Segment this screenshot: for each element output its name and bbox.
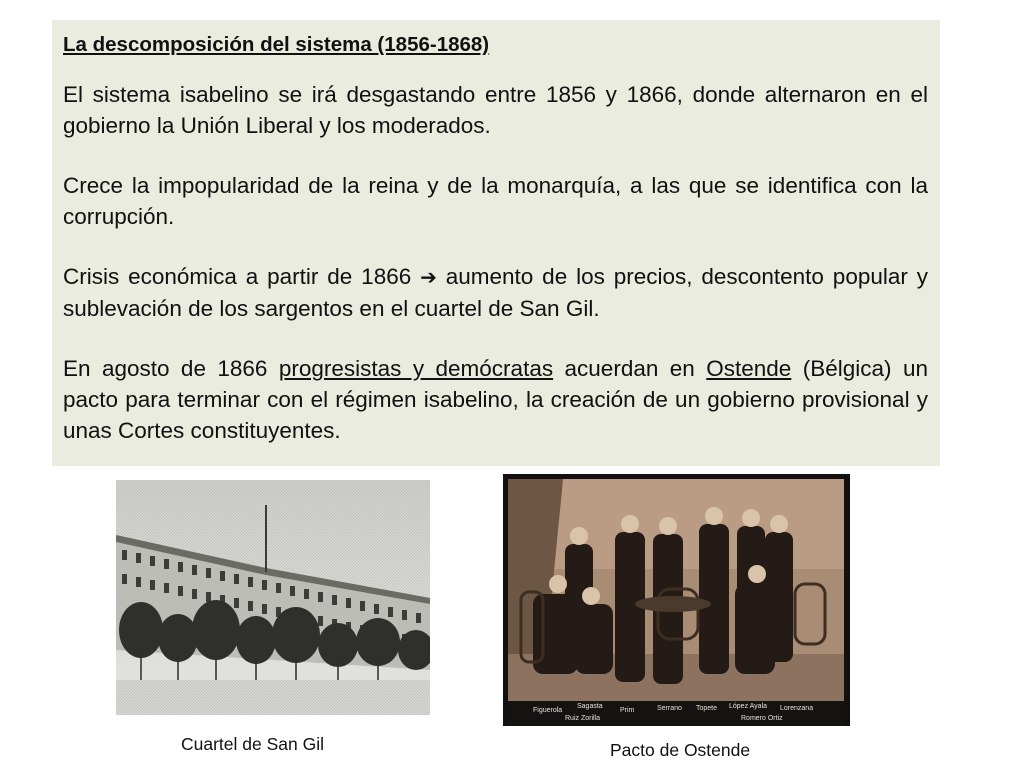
- link-progresistas-democratas[interactable]: progresistas y demócratas: [278, 356, 554, 381]
- text-panel: [52, 20, 940, 466]
- caption-cuartel-san-gil: Cuartel de San Gil: [181, 734, 324, 754]
- label-sagasta: Sagasta: [577, 703, 603, 710]
- label-ruiz-zorilla: Ruiz Zorilla: [565, 715, 601, 722]
- label-lopez-ayala: López Ayala: [729, 703, 768, 710]
- right-arrow-icon: ➔: [420, 265, 437, 289]
- paragraph-crisis-start: Crisis económica a partir de 1866: [63, 264, 412, 289]
- pacto-ostende-image: [503, 474, 850, 726]
- label-lorenzana: Lorenzana: [780, 705, 814, 712]
- paragraph-crisis-end: aumento de los precios, descontento popular y sublevación de los sargentos en el cuartel de San Gil.: [63, 264, 928, 321]
- paragraph-impopularidad: Crece la impopularidad de la reina y de la monarquía, a las que se identifica con la corrupción.: [63, 173, 928, 229]
- link-ostende[interactable]: Ostende: [706, 356, 792, 381]
- label-serrano: Serrano: [657, 705, 682, 712]
- paragraph-ostende-part2: acuerdan en: [564, 356, 695, 381]
- slide-title: La descomposición del sistema (1856-1868): [63, 33, 490, 56]
- group-photograph: [503, 474, 850, 726]
- caption-pacto-ostende: Pacto de Ostende: [610, 740, 751, 760]
- paragraph-crisis: [63, 261, 928, 324]
- cuartel-san-gil-image: [116, 480, 430, 715]
- label-topete: Topete: [696, 705, 718, 712]
- paragraph-isabelino: El sistema isabelino se irá desgastando entre 1856 y 1866, donde alternaron en el gobierno la Unión Liberal y los moderados.: [63, 82, 928, 138]
- label-romero-ortiz: Romero Ortiz: [741, 715, 783, 722]
- label-figuerola: Figuerola: [533, 707, 563, 714]
- paragraph-ostende-part1: En agosto de 1866: [63, 356, 268, 381]
- label-prim: Prim: [620, 707, 635, 714]
- paragraph-ostende: [63, 353, 928, 446]
- barracks-engraving: [116, 480, 430, 715]
- paragraph-ostende-part3: (Bélgica) un pacto para terminar con el régimen isabelino, la creación de un gobierno provisional y unas Cortes constituyentes.: [63, 356, 928, 443]
